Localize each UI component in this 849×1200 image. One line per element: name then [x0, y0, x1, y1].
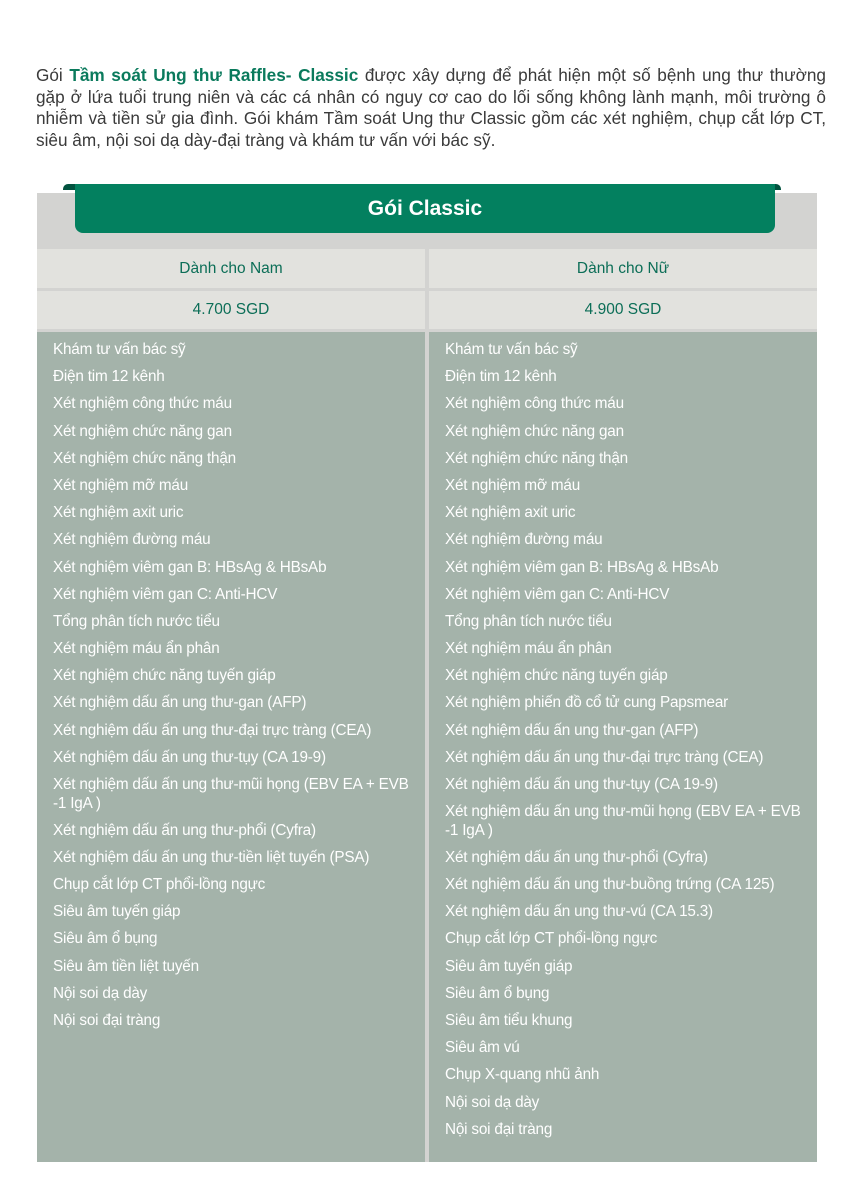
female-list-item: Xét nghiệm dấu ấn ung thư-tụy (CA 19-9) — [445, 776, 718, 793]
item-lists — [37, 332, 817, 1162]
male-list-item: Siêu âm tiền liệt tuyến — [53, 957, 199, 975]
male-list-item: Xét nghiệm chức năng thận — [53, 449, 236, 467]
title-bar — [75, 184, 775, 233]
male-list-item: Siêu âm tuyến giáp — [53, 903, 181, 921]
intro-package-name: Tầm soát Ung thư Raffles- Classic — [69, 65, 359, 86]
female-list-item: Xét nghiệm mỡ máu — [445, 476, 581, 494]
table-title: Gói Classic — [367, 196, 483, 220]
intro-paragraph — [36, 65, 826, 151]
male-list-item: Xét nghiệm dấu ấn ung thư-phổi (Cyfra) — [53, 821, 316, 839]
header-row — [37, 249, 817, 288]
male-items-column — [37, 332, 425, 1162]
female-list-item: Nội soi đại tràng — [445, 1120, 553, 1138]
female-list-item: Xét nghiệm dấu ấn ung thư-vú (CA 15.3) — [445, 903, 713, 921]
female-list-item: Siêu âm ổ bụng — [445, 984, 550, 1002]
female-list-item: Tổng phân tích nước tiểu — [445, 612, 612, 630]
male-list-item: Xét nghiệm đường máu — [53, 531, 211, 549]
female-list-item: Siêu âm tuyến giáp — [445, 957, 573, 975]
male-list-item: Xét nghiệm dấu ấn ung thư-đại trực tràng (CEA) — [53, 721, 372, 739]
female-price: 4.900 SGD — [429, 291, 817, 329]
male-list-item: Xét nghiệm viêm gan C: Anti-HCV — [53, 585, 278, 603]
female-list-item: Xét nghiệm công thức máu — [445, 395, 624, 413]
male-list-item: Khám tư vấn bác sỹ — [53, 341, 186, 358]
female-list-item: Siêu âm vú — [445, 1039, 520, 1057]
male-list-item: Nội soi dạ dày — [53, 984, 148, 1002]
male-list-item: Xét nghiệm dấu ấn ung thư-tụy (CA 19-9) — [53, 748, 326, 766]
male-list-item: Tổng phân tích nước tiểu — [53, 612, 220, 630]
female-list-item: Chụp X-quang nhũ ảnh — [445, 1066, 600, 1084]
package-table — [37, 193, 817, 1162]
male-list-item: Xét nghiệm viêm gan B: HBsAg & HBsAb — [53, 558, 327, 576]
male-price: 4.700 SGD — [37, 291, 425, 329]
male-list-item: Xét nghiệm mỡ máu — [53, 476, 189, 494]
intro-text: được xây dựng để phát hiện một số bệnh ung thư thường gặp ở lứa tuổi trung niên và các cá nhân có nguy cơ cao do lối sống không lành mạnh, môi trường ô nhiễm và tiền sử gia đình. Gói khám Tầm soát Ung thư Classic gồm các xét nghiệm, chụp cắt lớp CT, siêu âm, nội soi dạ dày-đại tràng và khám tư vấn với bác sỹ. — [36, 65, 826, 150]
female-list-item: Khám tư vấn bác sỹ — [445, 341, 578, 358]
male-list-item: Xét nghiệm dấu ấn ung thư-tiền liệt tuyến (PSA) — [53, 848, 370, 866]
male-list-item: Chụp cắt lớp CT phổi-lồng ngực — [53, 876, 266, 894]
female-list-item: Chụp cắt lớp CT phổi-lồng ngực — [445, 930, 658, 948]
female-list-item: Siêu âm tiểu khung — [445, 1012, 573, 1029]
male-list-item: Nội soi đại tràng — [53, 1012, 161, 1029]
female-list-item: Xét nghiệm máu ẩn phân — [445, 640, 612, 658]
male-list-item: Xét nghiệm axit uric — [53, 504, 184, 522]
female-list-item: Xét nghiệm đường máu — [445, 531, 603, 549]
male-list-item: Xét nghiệm dấu ấn ung thư-mũi họng (EBV EA + EVB -1 IgA ) — [53, 776, 409, 812]
male-list-item: Siêu âm ổ bụng — [53, 930, 158, 948]
price-row — [37, 291, 817, 329]
female-list-item: Xét nghiệm dấu ấn ung thư-gan (AFP) — [445, 721, 699, 739]
male-list-item: Xét nghiệm dấu ấn ung thư-gan (AFP) — [53, 694, 307, 712]
female-list-item: Xét nghiệm axit uric — [445, 504, 576, 522]
female-list-item: Xét nghiệm dấu ấn ung thư-đại trực tràng (CEA) — [445, 748, 764, 766]
female-list-item: Xét nghiệm dấu ấn ung thư-mũi họng (EBV EA + EVB -1 IgA ) — [445, 803, 801, 839]
female-list-item: Xét nghiệm viêm gan B: HBsAg & HBsAb — [445, 558, 719, 576]
female-list-item: Xét nghiệm phiến đồ cổ tử cung Papsmear — [445, 694, 729, 712]
male-list-item: Xét nghiệm chức năng gan — [53, 422, 232, 440]
female-list-item: Xét nghiệm chức năng thận — [445, 449, 628, 467]
female-list-item: Nội soi dạ dày — [445, 1093, 540, 1111]
male-list-item: Xét nghiệm chức năng tuyến giáp — [53, 667, 276, 685]
female-list-item: Xét nghiệm dấu ấn ung thư-phổi (Cyfra) — [445, 848, 708, 866]
male-list-item: Điện tim 12 kênh — [53, 368, 165, 386]
male-list-item: Xét nghiệm công thức máu — [53, 395, 232, 413]
female-list-item: Điện tim 12 kênh — [445, 368, 557, 386]
male-header: Dành cho Nam — [37, 249, 425, 288]
male-list-item: Xét nghiệm máu ẩn phân — [53, 640, 220, 658]
female-list-item: Xét nghiệm chức năng tuyến giáp — [445, 667, 668, 685]
female-header: Dành cho Nữ — [429, 249, 817, 288]
intro-prefix: Gói — [36, 65, 70, 86]
female-list-item: Xét nghiệm chức năng gan — [445, 422, 624, 440]
female-list-item: Xét nghiệm viêm gan C: Anti-HCV — [445, 585, 670, 603]
female-items-column — [429, 332, 817, 1162]
female-list-item: Xét nghiệm dấu ấn ung thư-buồng trứng (CA 125) — [445, 876, 775, 894]
